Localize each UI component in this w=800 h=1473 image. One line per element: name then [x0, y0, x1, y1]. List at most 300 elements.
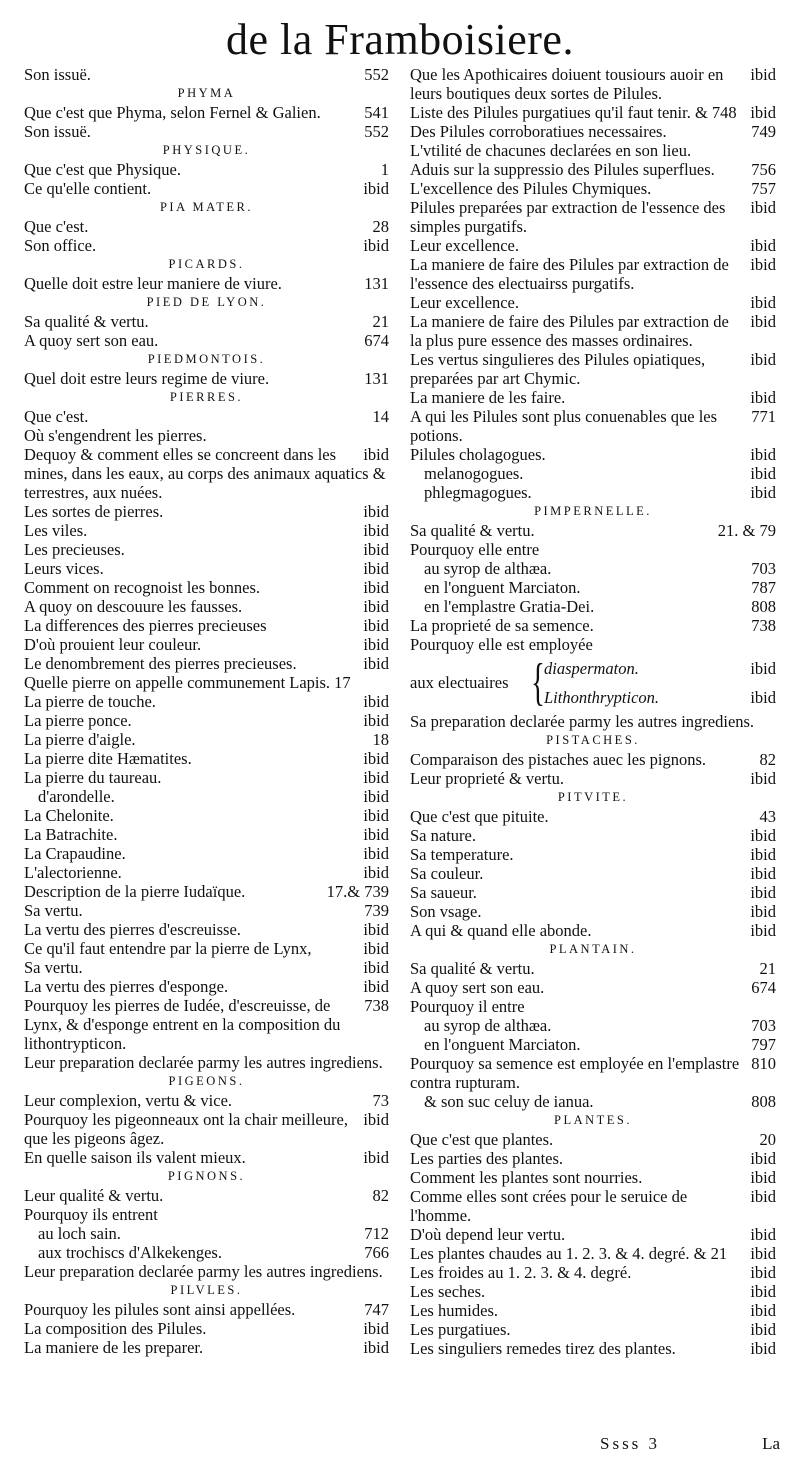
- page-ref: ibid: [363, 787, 389, 806]
- entry-text: Comparaison des pistaches auec les pignons.: [410, 750, 707, 769]
- entry-text: Leur qualité & vertu.: [24, 1186, 164, 1205]
- page-ref: ibid: [363, 540, 389, 559]
- entry-text: Les parties des plantes.: [410, 1149, 564, 1168]
- page-ref: ibid: [363, 502, 389, 521]
- index-entry: [24, 996, 389, 1053]
- page-ref: 21. & 79: [717, 521, 776, 540]
- page-ref: ibid: [750, 293, 776, 312]
- entry-text: Les plantes chaudes au 1. 2. 3. & 4. degré. & 21: [410, 1244, 728, 1263]
- index-entry: [410, 769, 776, 788]
- index-entry: [410, 921, 776, 940]
- index-entry: [24, 179, 389, 198]
- page-ref: 739: [364, 901, 389, 920]
- signature-mark: Ssss 3: [600, 1434, 661, 1453]
- index-entry: [410, 1301, 776, 1320]
- page-ref: ibid: [363, 768, 389, 787]
- page-ref: 28: [372, 217, 389, 236]
- entry-text: Quelle pierre on appelle communement Lapis. 17: [24, 673, 351, 692]
- page-ref: 17.& 739: [326, 882, 389, 901]
- index-entry: [24, 692, 389, 711]
- index-entry: [24, 521, 389, 540]
- entry-text: Pourquoy il entre: [410, 997, 525, 1016]
- page-ref: ibid: [363, 559, 389, 578]
- page-ref: ibid: [750, 103, 776, 122]
- page-ref: ibid: [750, 1263, 776, 1282]
- entry-text: La maniere de faire des Pilules par extraction de l'essence des electuairss purgatifs.: [410, 255, 729, 293]
- index-entry: [410, 826, 776, 845]
- page-ref: ibid: [750, 769, 776, 788]
- entry-text: La vertu des pierres d'escreuisse.: [24, 920, 241, 939]
- entry-text: Son issuë.: [24, 65, 91, 84]
- page-ref: 20: [759, 1130, 776, 1149]
- index-entry: [410, 1339, 776, 1358]
- index-entry: [24, 1300, 389, 1319]
- page-ref: ibid: [363, 616, 389, 635]
- index-entry: [410, 255, 776, 293]
- index-entry: [410, 1168, 776, 1187]
- index-heading: PITVITE.: [557, 790, 629, 804]
- entry-text: Liste des Pilules purgatiues qu'il faut tenir. & 748: [410, 103, 737, 122]
- index-column-right: [410, 65, 776, 1358]
- entry-text: Son office.: [24, 236, 97, 255]
- entry-text: A qui & quand elle abonde.: [410, 921, 592, 940]
- page-ref: ibid: [750, 1301, 776, 1320]
- page-ref: ibid: [363, 977, 389, 996]
- entry-text: A quoy sert son eau.: [24, 331, 159, 350]
- index-entry: [24, 597, 389, 616]
- entry-text: Leur excellence.: [410, 293, 520, 312]
- page-ref: 131: [364, 274, 389, 293]
- index-entry: [410, 179, 776, 198]
- index-entry: [410, 997, 776, 1016]
- page-ref: ibid: [750, 1244, 776, 1263]
- entry-text: en l'emplastre Gratia-Dei.: [424, 597, 595, 616]
- page-ref: ibid: [363, 844, 389, 863]
- page-ref: ibid: [750, 198, 776, 217]
- entry-text: Les humides.: [410, 1301, 498, 1320]
- page-ref: ibid: [750, 1149, 776, 1168]
- page-ref: ibid: [363, 711, 389, 730]
- index-heading: PHYMA: [177, 86, 236, 100]
- entry-text: Leur excellence.: [410, 236, 520, 255]
- entry-text: Que c'est.: [24, 217, 89, 236]
- page-ref: ibid: [363, 521, 389, 540]
- index-heading: PLANTES.: [554, 1113, 632, 1127]
- page-ref: ibid: [750, 483, 776, 502]
- page-ref: 73: [372, 1091, 389, 1110]
- index-entry: [24, 616, 389, 635]
- index-entry: [410, 1149, 776, 1168]
- entry-text: Dequoy & comment elles se concreent dans les mines, dans les eaux, au corps des animaux aquatics & terrestres, aux nuées.: [24, 445, 386, 502]
- index-entry: [24, 1338, 389, 1357]
- entry-text: Leur preparation declarée parmy les autres ingrediens.: [24, 1262, 383, 1281]
- index-entry: [24, 1186, 389, 1205]
- index-entry: [544, 683, 776, 712]
- page-ref: 541: [364, 103, 389, 122]
- entry-text: Que c'est que pituite.: [410, 807, 549, 826]
- page-ref: ibid: [750, 659, 776, 678]
- page-ref: ibid: [750, 1225, 776, 1244]
- index-entry: [410, 1282, 776, 1301]
- index-entry: [410, 1263, 776, 1282]
- entry-text: Les vertus singulieres des Pilules opiatiques, preparées par art Chymic.: [410, 350, 706, 388]
- index-entry: [410, 483, 776, 502]
- page-ref: ibid: [363, 806, 389, 825]
- entry-text: Sa preparation declarée parmy les autres ingrediens.: [410, 712, 755, 731]
- page-ref: ibid: [750, 1339, 776, 1358]
- index-entry: [410, 635, 776, 654]
- index-entry: [410, 103, 776, 122]
- page-ref: 14: [372, 407, 389, 426]
- page-ref: 18: [372, 730, 389, 749]
- index-entry: [24, 331, 389, 350]
- index-entry: [24, 236, 389, 255]
- index-entry: [24, 882, 389, 901]
- page-ref: 747: [364, 1300, 389, 1319]
- index-entry: [410, 293, 776, 312]
- entry-text: L'excellence des Pilules Chymiques.: [410, 179, 652, 198]
- entry-text: Pilules cholagogues.: [410, 445, 546, 464]
- index-entry: [24, 787, 389, 806]
- entry-text: La maniere de les preparer.: [24, 1338, 204, 1357]
- entry-text: Sa qualité & vertu.: [410, 521, 535, 540]
- entry-text: Où s'engendrent les pierres.: [24, 426, 207, 445]
- entry-text: diaspermaton.: [544, 659, 639, 678]
- index-entry: [24, 122, 389, 141]
- index-entry: [24, 1243, 389, 1262]
- index-heading: PIGEONS.: [168, 1074, 245, 1088]
- page-ref: ibid: [363, 1338, 389, 1357]
- index-entry: [410, 65, 776, 103]
- entry-text: Leur proprieté & vertu.: [410, 769, 564, 788]
- page-ref: ibid: [750, 845, 776, 864]
- index-entry: [24, 1091, 389, 1110]
- entry-text: Quel doit estre leurs regime de viure.: [24, 369, 270, 388]
- entry-text: Ce qu'elle contient.: [24, 179, 152, 198]
- entry-text: Leurs vices.: [24, 559, 104, 578]
- index-entry: [410, 845, 776, 864]
- entry-text: La pierre de touche.: [24, 692, 156, 711]
- entry-text: A quoy on descouure les fausses.: [24, 597, 243, 616]
- index-entry: [410, 1225, 776, 1244]
- index-heading: PIEDMONTOIS.: [147, 352, 266, 366]
- entry-text: A qui les Pilules sont plus conuenables que les potions.: [410, 407, 718, 445]
- page-ref: ibid: [363, 1319, 389, 1338]
- index-entry: [24, 844, 389, 863]
- page-ref: 43: [759, 807, 776, 826]
- page-ref: ibid: [750, 312, 776, 331]
- page-ref: ibid: [363, 1110, 389, 1129]
- page-ref: ibid: [363, 692, 389, 711]
- index-entry: [24, 1262, 389, 1281]
- entry-text: Sa couleur.: [410, 864, 484, 883]
- index-entry: [410, 540, 776, 559]
- index-entry: [410, 312, 776, 350]
- entry-text: Sa qualité & vertu.: [24, 312, 149, 331]
- index-entry: [24, 407, 389, 426]
- entry-text: La pierre d'aigle.: [24, 730, 136, 749]
- page-ref: 674: [751, 978, 776, 997]
- entry-text: Le denombrement des pierres precieuses.: [24, 654, 297, 673]
- page-ref: 756: [751, 160, 776, 179]
- brace-icon: {: [531, 654, 545, 711]
- index-entry: [410, 1244, 776, 1263]
- entry-text: Ce qu'il faut entendre par la pierre de Lynx,: [24, 939, 312, 958]
- entry-text: Lithonthrypticon.: [544, 688, 660, 707]
- entry-text: Que les Apothicaires doiuent tousiours auoir en leurs boutiques deux sortes de Pilules.: [410, 65, 724, 103]
- page-ref: 766: [364, 1243, 389, 1262]
- brace-lead: aux electuaires: [410, 673, 509, 692]
- index-heading: PIMPERNELLE.: [534, 504, 652, 518]
- index-entry: [24, 749, 389, 768]
- page-ref: ibid: [363, 445, 389, 464]
- index-entry: [410, 750, 776, 769]
- index-entry: [24, 502, 389, 521]
- index-entry: [410, 883, 776, 902]
- index-entry: [24, 65, 389, 84]
- entry-text: Des Pilules corroboratiues necessaires.: [410, 122, 667, 141]
- entry-text: Que c'est.: [24, 407, 89, 426]
- entry-text: Que c'est que Physique.: [24, 160, 181, 179]
- page-ref: 738: [751, 616, 776, 635]
- index-entry: [410, 712, 776, 731]
- page-ref: 808: [751, 1092, 776, 1111]
- page-ref: ibid: [750, 902, 776, 921]
- index-entry: [410, 521, 776, 540]
- page-ref: ibid: [750, 236, 776, 255]
- page-ref: ibid: [750, 1320, 776, 1339]
- index-entry: [410, 141, 776, 160]
- entry-text: au syrop de althæa.: [424, 1016, 552, 1035]
- index-entry: [24, 635, 389, 654]
- entry-text: d'arondelle.: [38, 787, 115, 806]
- entry-text: Leur preparation declarée parmy les autres ingrediens.: [24, 1053, 383, 1072]
- index-entry: [24, 825, 389, 844]
- entry-text: au loch sain.: [38, 1224, 121, 1243]
- entry-text: Pourquoy ils entrent: [24, 1205, 158, 1224]
- entry-text: phlegmagogues.: [424, 483, 532, 502]
- index-entry: [24, 559, 389, 578]
- entry-text: La maniere de les faire.: [410, 388, 566, 407]
- index-entry: [24, 901, 389, 920]
- index-column-left: [24, 65, 389, 1357]
- index-entry: [410, 122, 776, 141]
- index-entry: [24, 540, 389, 559]
- entry-text: Description de la pierre Iudaïque.: [24, 882, 246, 901]
- page-ref: ibid: [750, 1187, 776, 1206]
- entry-text: Les singuliers remedes tirez des plantes.: [410, 1339, 676, 1358]
- page-ref: ibid: [750, 388, 776, 407]
- page-ref: 757: [751, 179, 776, 198]
- index-entry: [24, 1319, 389, 1338]
- page-ref: 787: [751, 578, 776, 597]
- page-ref: ibid: [750, 688, 776, 707]
- index-entry: [24, 274, 389, 293]
- entry-text: Que c'est que plantes.: [410, 1130, 554, 1149]
- entry-text: La proprieté de sa semence.: [410, 616, 594, 635]
- page-ref: ibid: [363, 654, 389, 673]
- index-entry: [24, 217, 389, 236]
- entry-text: La maniere de faire des Pilules par extraction de la plus pure essence des masses ordinaires.: [410, 312, 729, 350]
- page-ref: ibid: [363, 635, 389, 654]
- index-entry: [24, 160, 389, 179]
- index-entry: [24, 730, 389, 749]
- page-ref: 82: [759, 750, 776, 769]
- index-entry: [410, 1035, 776, 1054]
- catchword: La: [762, 1434, 780, 1453]
- entry-text: Pourquoy les pierres de Iudée, d'escreuisse, de Lynx, & d'esponge entrent en la composition du lithontrypticon.: [24, 996, 341, 1053]
- page-ref: ibid: [750, 464, 776, 483]
- entry-text: La pierre du taureau.: [24, 768, 162, 787]
- index-heading: PIGNONS.: [167, 1169, 246, 1183]
- index-entry: [410, 407, 776, 445]
- page-ref: 749: [751, 122, 776, 141]
- index-entry: [410, 902, 776, 921]
- index-entry: [24, 1053, 389, 1072]
- entry-text: Sa qualité & vertu.: [410, 959, 535, 978]
- page-ref: 703: [751, 559, 776, 578]
- page-ref: ibid: [750, 445, 776, 464]
- entry-text: Les seches.: [410, 1282, 486, 1301]
- page-ref: 21: [372, 312, 389, 331]
- index-entry: [410, 597, 776, 616]
- page-ref: ibid: [363, 1148, 389, 1167]
- index-entry: [24, 445, 389, 502]
- page-ref: 703: [751, 1016, 776, 1035]
- page-ref: ibid: [750, 921, 776, 940]
- page-ref: 797: [751, 1035, 776, 1054]
- index-heading: PILVLES.: [170, 1283, 243, 1297]
- page-ref: 712: [364, 1224, 389, 1243]
- index-entry: [24, 863, 389, 882]
- entry-text: La pierre ponce.: [24, 711, 132, 730]
- index-entry: [24, 1148, 389, 1167]
- entry-text: Les purgatiues.: [410, 1320, 511, 1339]
- page-ref: ibid: [363, 825, 389, 844]
- index-entry: [24, 1224, 389, 1243]
- entry-text: au syrop de althæa.: [424, 559, 552, 578]
- index-entry: [544, 654, 776, 683]
- index-entry: [410, 1187, 776, 1225]
- entry-text: Pourquoy elle entre: [410, 540, 540, 559]
- index-entry: [410, 1092, 776, 1111]
- entry-text: Pourquoy les pilules sont ainsi appellées.: [24, 1300, 296, 1319]
- page-ref: ibid: [363, 236, 389, 255]
- entry-text: La Chelonite.: [24, 806, 114, 825]
- index-entry: [410, 578, 776, 597]
- index-entry: [410, 864, 776, 883]
- index-entry: [410, 559, 776, 578]
- page-ref: ibid: [363, 597, 389, 616]
- entry-text: La vertu des pierres d'esponge.: [24, 977, 229, 996]
- index-entry: [410, 1130, 776, 1149]
- entry-text: Sa temperature.: [410, 845, 514, 864]
- entry-text: Pilules preparées par extraction de l'essence des simples purgatifs.: [410, 198, 726, 236]
- index-entry: [24, 939, 389, 958]
- entry-text: La composition des Pilules.: [24, 1319, 207, 1338]
- index-entry: [410, 978, 776, 997]
- page-ref: 771: [751, 407, 776, 426]
- entry-text: L'vtilité de chacunes declarées en son lieu.: [410, 141, 692, 160]
- entry-text: Que c'est que Phyma, selon Fernel & Galien.: [24, 103, 321, 122]
- page-ref: ibid: [750, 350, 776, 369]
- index-entry: [24, 768, 389, 787]
- index-heading: PIED DE LYON.: [146, 295, 267, 309]
- entry-text: La pierre dite Hæmatites.: [24, 749, 192, 768]
- index-entry: [24, 578, 389, 597]
- page-ref: ibid: [363, 863, 389, 882]
- page-ref: ibid: [750, 1168, 776, 1187]
- entry-text: Pourquoy sa semence est employée en l'emplastre contra rupturam.: [410, 1054, 740, 1092]
- page-ref: ibid: [363, 179, 389, 198]
- page-ref: ibid: [750, 255, 776, 274]
- page-ref: ibid: [750, 826, 776, 845]
- index-entry: [410, 445, 776, 464]
- page-ref: 552: [364, 122, 389, 141]
- page-ref: 1: [380, 160, 389, 179]
- entry-text: Sa nature.: [410, 826, 476, 845]
- page-ref: ibid: [750, 65, 776, 84]
- index-heading: PIERRES.: [169, 390, 244, 404]
- index-entry: [410, 464, 776, 483]
- page-ref: ibid: [363, 958, 389, 977]
- index-entry: [410, 236, 776, 255]
- page-ref: 808: [751, 597, 776, 616]
- entry-text: aux trochiscs d'Alkekenges.: [38, 1243, 222, 1262]
- entry-text: Comment on recognoist les bonnes.: [24, 578, 261, 597]
- index-entry: [24, 426, 389, 445]
- index-entry: [410, 1320, 776, 1339]
- brace-group: [410, 654, 776, 712]
- entry-text: Les sortes de pierres.: [24, 502, 164, 521]
- index-entry: [410, 198, 776, 236]
- index-entry: [410, 807, 776, 826]
- entry-text: Son vsage.: [410, 902, 482, 921]
- page-ref: ibid: [750, 1282, 776, 1301]
- entry-text: D'où prouient leur couleur.: [24, 635, 202, 654]
- index-heading: PICARDS.: [168, 257, 245, 271]
- page-ref: ibid: [363, 939, 389, 958]
- entry-text: melanogogues.: [424, 464, 524, 483]
- entry-text: L'alectorienne.: [24, 863, 122, 882]
- page-ref: ibid: [363, 578, 389, 597]
- index-entry: [24, 1205, 389, 1224]
- page-ref: 738: [364, 996, 389, 1015]
- entry-text: Sa saueur.: [410, 883, 477, 902]
- entry-text: Pourquoy les pigeonneaux ont la chair meilleure, que les pigeons âgez.: [24, 1110, 348, 1148]
- page-ref: 131: [364, 369, 389, 388]
- entry-text: Sa vertu.: [24, 958, 83, 977]
- index-entry: [410, 1054, 776, 1092]
- page-title: de la Framboisiere.: [226, 15, 574, 64]
- index-entry: [410, 959, 776, 978]
- page-ref: ibid: [363, 920, 389, 939]
- entry-text: En quelle saison ils valent mieux.: [24, 1148, 246, 1167]
- page-ref: 21: [759, 959, 776, 978]
- index-entry: [410, 350, 776, 388]
- entry-text: Sa vertu.: [24, 901, 83, 920]
- index-heading: PIA MATER.: [159, 200, 254, 214]
- index-heading: PHYSIQUE.: [162, 143, 251, 157]
- index-entry: [410, 160, 776, 179]
- entry-text: La differences des pierres precieuses: [24, 616, 267, 635]
- entry-text: Quelle doit estre leur maniere de viure.: [24, 274, 282, 293]
- page-ref: 674: [364, 331, 389, 350]
- index-entry: [410, 388, 776, 407]
- page-ref: ibid: [750, 883, 776, 902]
- index-heading: PLANTAIN.: [549, 942, 637, 956]
- index-entry: [24, 711, 389, 730]
